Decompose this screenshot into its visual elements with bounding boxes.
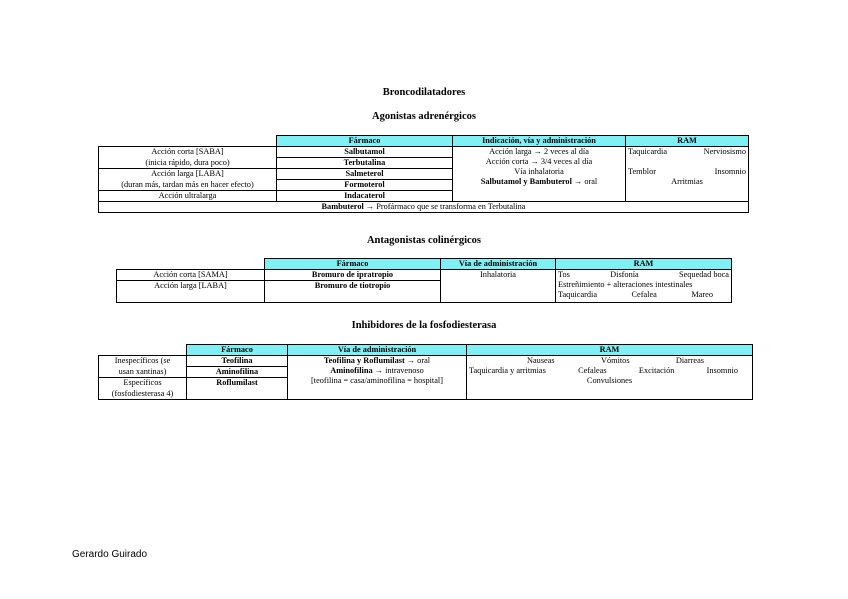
header-indicacion: Indicación, vía y administración [453, 136, 626, 147]
ram-cell: Taquicardia Nerviosismo Temblor Insomnio Arritmias [626, 147, 749, 202]
farmaco-teofilina: Teofilina [187, 356, 288, 367]
row-label-accion-ultralarga: Acción ultralarga [99, 191, 277, 202]
row-sublabel-especificos: (fosfodiesterasa 4) [99, 389, 187, 400]
section-heading-inhibidores: Inhibidores de la fosfodiesterasa [351, 320, 497, 331]
farmaco-formoterol: Formoterol [277, 180, 453, 191]
header-farmaco: Fármaco [187, 345, 288, 356]
row-label-accion-larga: Acción larga [LABA] [99, 169, 277, 180]
row-label-accion-corta: Acción corta [SAMA] [117, 270, 265, 281]
row-label-accion-larga: Acción larga [LABA] [117, 281, 265, 292]
header-ram: RAM [556, 259, 732, 270]
farmaco-tiotropio: Bromuro de tiotropio [265, 281, 441, 292]
table-agonistas [98, 135, 749, 213]
via-inhalatoria: Inhalatoria [441, 270, 556, 303]
farmaco-ipratropio: Bromuro de ipratropio [265, 270, 441, 281]
section-heading-antagonistas: Antagonistas colinérgicos [366, 235, 482, 246]
row-label-especificos: Específicos [99, 378, 187, 389]
section-heading-agonistas: Agonistas adrenérgicos [372, 111, 476, 122]
header-via: Vía de administración [441, 259, 556, 270]
row-label-inespecificos: Inespecíficos (se [99, 356, 187, 367]
farmaco-indacaterol: Indacaterol [277, 191, 453, 202]
row-sublabel-accion-corta: (inicia rápido, dura poco) [99, 158, 277, 169]
indicacion-cell: Acción larga → 2 veces al día Acción corta → 3/4 veces al día Vía inhalatoria Salbutamol y Bambuterol → oral [453, 147, 626, 202]
farmaco-roflumilast: Roflumilast [187, 378, 288, 389]
document-title: Broncodilatadores [382, 87, 466, 98]
farmaco-terbutalina: Terbutalina [277, 158, 453, 169]
header-farmaco: Fármaco [265, 259, 441, 270]
farmaco-aminofilina: Aminofilina [187, 367, 288, 378]
farmaco-salbutamol: Salbutamol [277, 147, 453, 158]
row-sublabel-accion-larga: (duran más, tardan más en hacer efecto) [99, 180, 277, 191]
header-ram: RAM [467, 345, 753, 356]
farmaco-salmeterol: Salmeterol [277, 169, 453, 180]
header-ram: RAM [626, 136, 749, 147]
ram-cell: Nauseas Vómitos Diarreas Taquicardia y arritmias Cefaleas Excitación Insomnio Convulsiones [467, 356, 753, 400]
header-farmaco: Fármaco [277, 136, 453, 147]
footer-author: Gerardo Guirado [72, 549, 148, 560]
table-inhibidores [98, 344, 753, 400]
table-antagonistas [116, 258, 732, 303]
ram-cell: Tos Disfonía Sequedad boca Estreñimiento + alteraciones intestinales Taquicardia Cefalea Mareo [556, 270, 732, 303]
row-label-accion-corta: Acción corta [SABA] [99, 147, 277, 158]
nota-bambuterol: Bambuterol → Profármaco que se transforma en Terbutalina [99, 202, 749, 213]
via-cell: Teofilina y Roflumilast → oral Aminofilina → intravenoso [teofilina = casa/aminofilina = hospital] [288, 356, 467, 400]
row-sublabel-inespecificos: usan xantinas) [99, 367, 187, 378]
header-via: Vía de administración [288, 345, 467, 356]
